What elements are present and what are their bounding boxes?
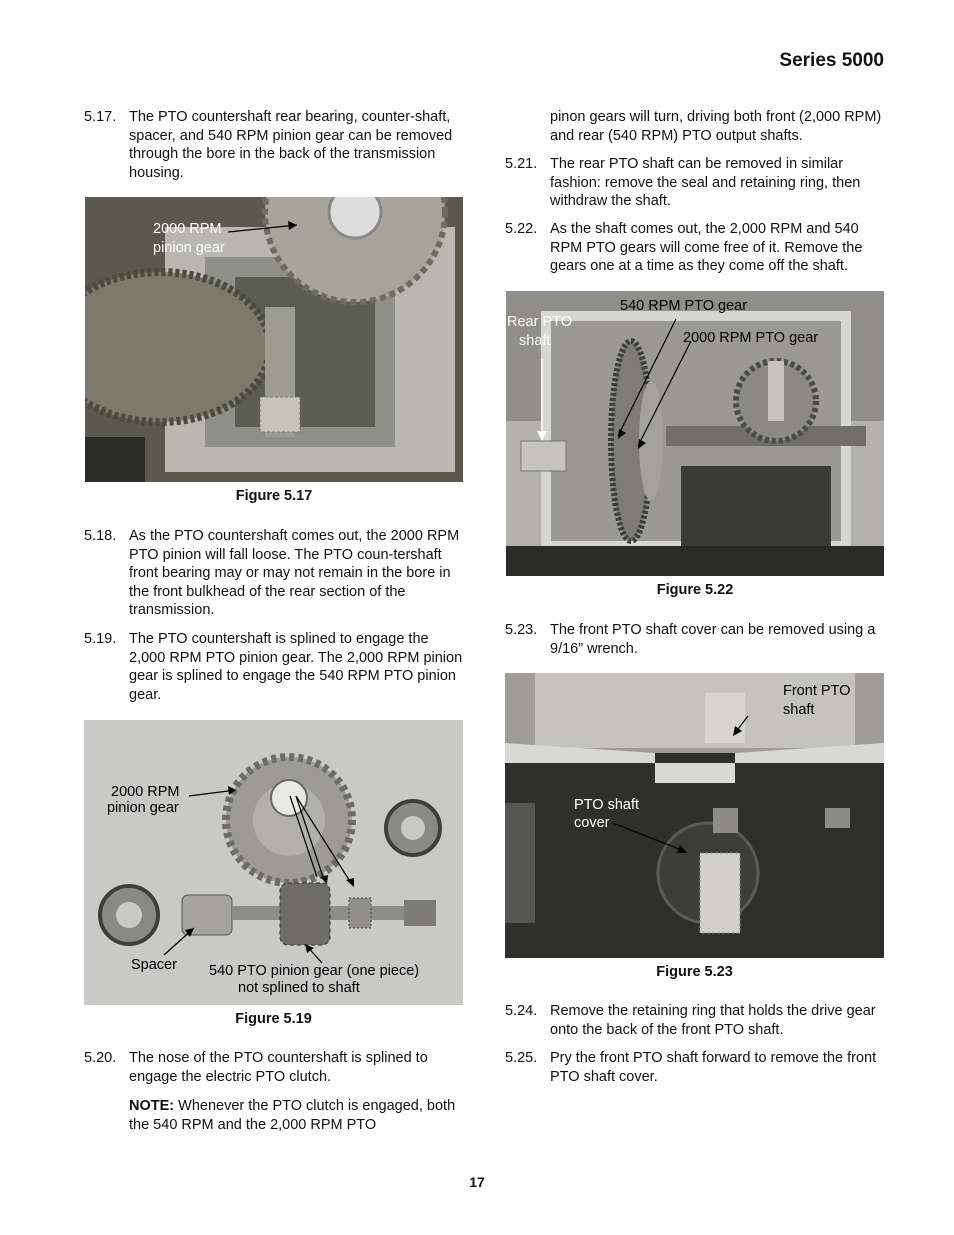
step-number: 5.19.: [84, 631, 117, 647]
step-text: The PTO countershaft is splined to engage the 2,000 RPM PTO pinion gear. The 2,000 RPM pinion gear is splined to engage the 540 RPM PTO pinion gear.: [129, 631, 463, 703]
step-text: As the PTO countershaft comes out, the 2000 RPM PTO pinion will fall loose. The PTO coun-tershaft front bearing may or may not remain in the bore in the front bulkhead of the rear section of the transmission.: [129, 528, 460, 619]
figure-5-23-caption: Figure 5.23: [656, 964, 733, 980]
step-text: The rear PTO shaft can be removed in similar fashion: remove the seal and retaining ring, then withdraw the shaft.: [550, 156, 861, 210]
figure-5-17-caption: Figure 5.17: [235, 488, 313, 504]
figure-5-22-caption: Figure 5.22: [656, 582, 734, 598]
figure-5-22-photo: [506, 291, 884, 576]
label-pinion-gear: pinion gear: [153, 240, 225, 256]
step-text: The nose of the PTO countershaft is splined to engage the electric PTO clutch.: [129, 1050, 428, 1085]
label-shaft: shaft: [519, 333, 551, 349]
label-not-splined: not splined to shaft: [238, 980, 360, 996]
step-number: 5.25.: [505, 1050, 538, 1066]
label-2000-rpm: 2000 RPM: [153, 221, 222, 237]
step-number: 5.22.: [505, 221, 538, 237]
step-text: Pry the front PTO shaft forward to remove the front PTO shaft cover.: [550, 1050, 877, 1085]
note-label: NOTE:: [129, 1098, 175, 1114]
label-shaft: shaft: [783, 702, 815, 718]
label-spacer: Spacer: [131, 957, 177, 973]
note-body: Whenever the PTO clutch is engaged, both the 540 RPM and the 2,000 RPM PTO: [129, 1098, 456, 1133]
step-number: 5.21.: [505, 156, 538, 172]
step-number: 5.24.: [505, 1003, 538, 1019]
step-text: Remove the retaining ring that holds the drive gear onto the back of the front PTO shaft.: [550, 1003, 876, 1038]
figure-5-23-photo: [505, 673, 884, 958]
page-number: 17: [469, 1174, 485, 1190]
step-text: The front PTO shaft cover can be removed using a 9/16” wrench.: [550, 622, 876, 657]
step-number: 5.17.: [84, 109, 117, 125]
label-540-pto-pinion: 540 PTO pinion gear (one piece): [209, 963, 420, 979]
step-number: 5.20.: [84, 1050, 117, 1066]
label-2000-rpm: 2000 RPM: [111, 784, 180, 800]
step-text: As the shaft comes out, the 2,000 RPM and 540 RPM PTO gears will come free of it. Remove the gears one at a time as they come off the shaft.: [550, 221, 863, 275]
step-text: pinon gears will turn, driving both front (2,000 RPM) and rear (540 RPM) PTO output shafts.: [550, 109, 882, 144]
label-pinion-gear: pinion gear: [107, 800, 179, 816]
label-pto-shaft: PTO shaft: [574, 797, 640, 813]
label-rear-pto: Rear PTO: [507, 314, 573, 330]
step-number: 5.23.: [505, 622, 538, 638]
figure-5-19-photo: [84, 720, 463, 1005]
note-text: [129, 1097, 465, 1134]
series-title: Series 5000: [779, 50, 884, 71]
label-cover: cover: [574, 815, 610, 831]
step-text: The PTO countershaft rear bearing, counter-shaft, spacer, and 540 RPM pinion gear can be removed through the bore in the back of the transmission housing.: [129, 109, 453, 181]
label-540-rpm-pto-gear: 540 RPM PTO gear: [620, 298, 748, 314]
figure-5-19-caption: Figure 5.19: [235, 1011, 312, 1027]
figure-5-17-photo: [85, 197, 463, 482]
label-2000-rpm-pto-gear: 2000 RPM PTO gear: [683, 330, 819, 346]
label-front-pto: Front PTO: [783, 683, 851, 699]
step-number: 5.18.: [84, 528, 117, 544]
